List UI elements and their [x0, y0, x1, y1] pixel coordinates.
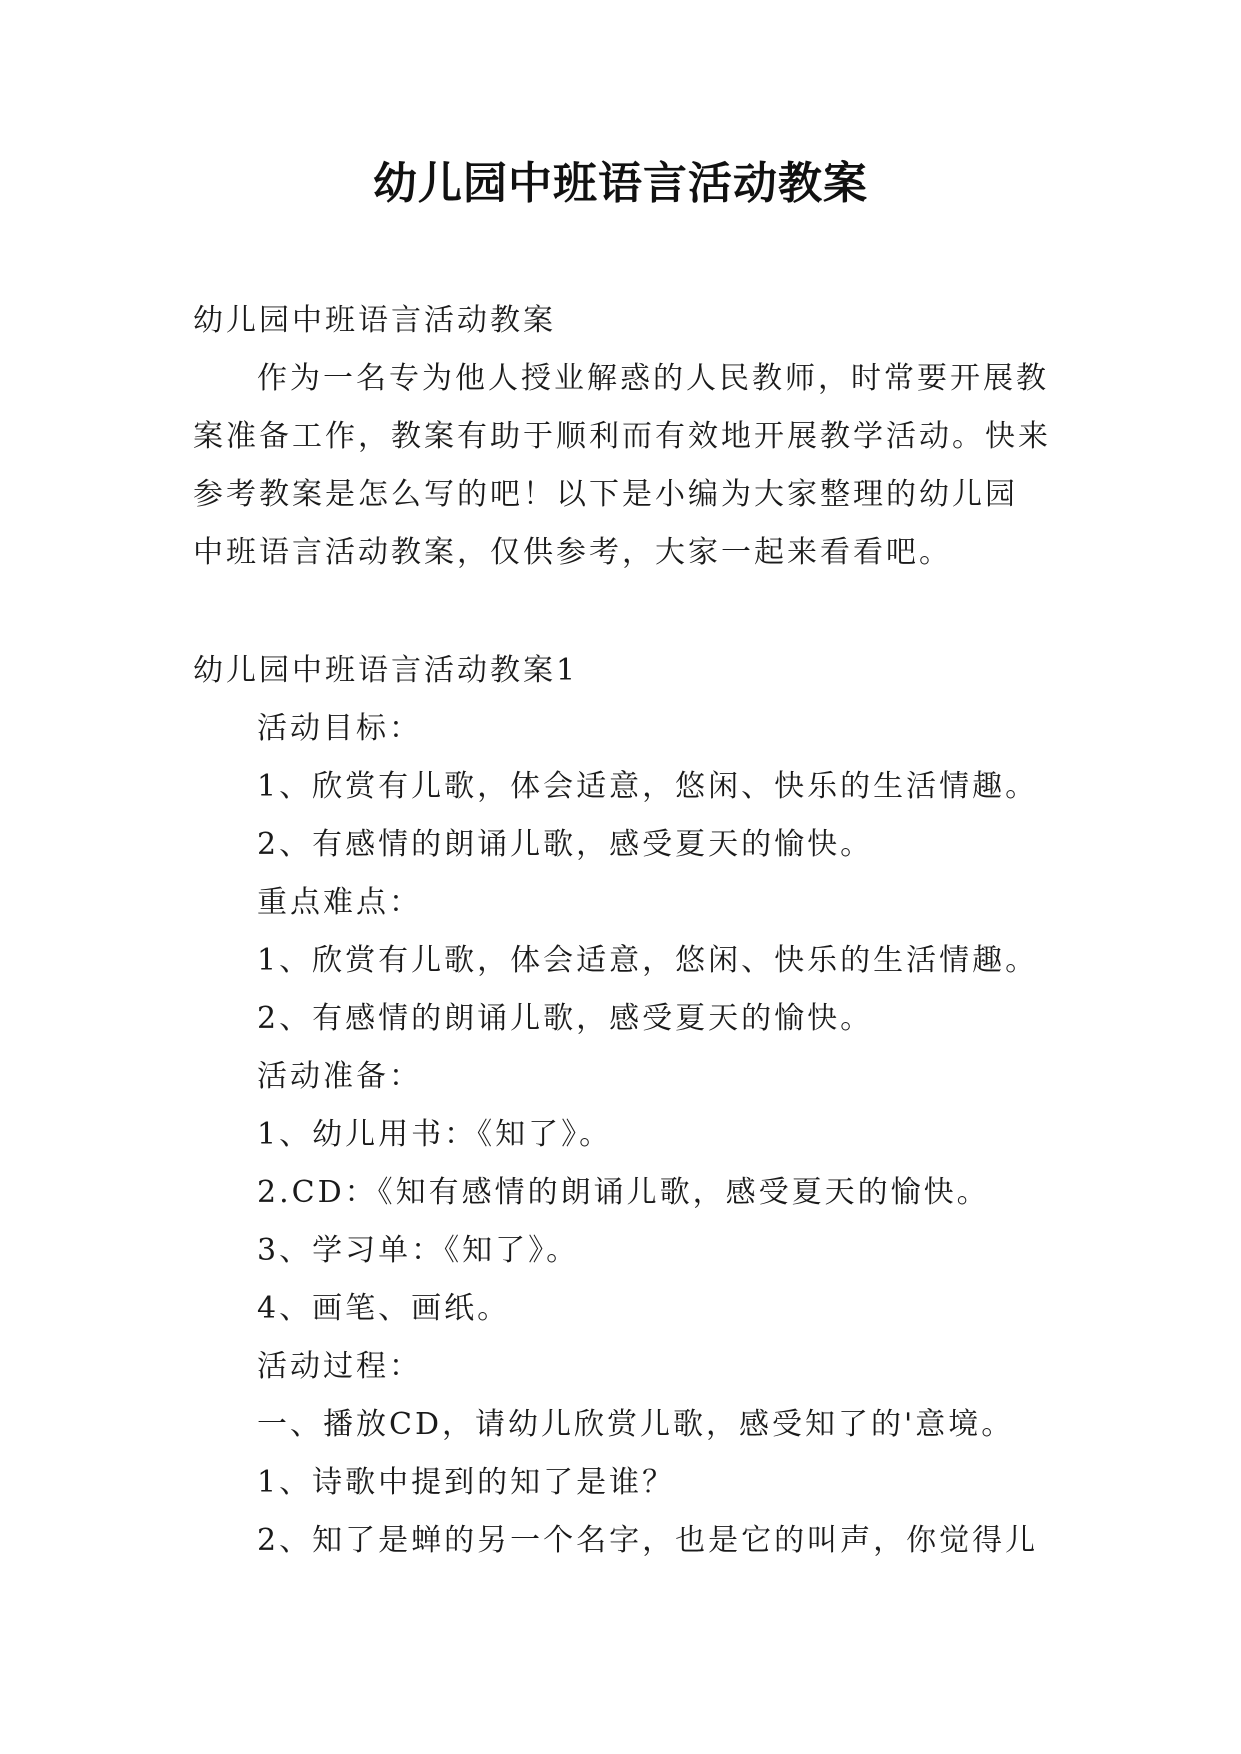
body-line: 一、播放CD，请幼儿欣赏儿歌，感受知了的'意境。: [257, 1407, 1015, 1442]
section-title: 幼儿园中班语言活动教案1: [193, 653, 579, 688]
body-line: 4、画笔、画纸。: [257, 1291, 511, 1326]
body-line: 活动准备：: [257, 1059, 422, 1094]
body-line: 2.CD：《知有感情的朗诵儿歌，感受夏天的愉快。: [257, 1175, 990, 1210]
body-line: 重点难点：: [257, 885, 422, 920]
body-line: 2、有感情的朗诵儿歌，感受夏天的愉快。: [257, 827, 874, 862]
intro-paragraph-line: 作为一名专为他人授业解惑的人民教师，时常要开展教: [257, 361, 1049, 396]
document-body: [193, 292, 1053, 1570]
body-line: 活动目标：: [257, 711, 422, 746]
body-line: 1、诗歌中提到的知了是谁？: [257, 1465, 676, 1500]
body-line: 3、学习单：《知了》。: [257, 1233, 580, 1268]
paragraph-spacer: [193, 582, 1053, 642]
document-title: 幼儿园中班语言活动教案: [373, 158, 868, 209]
body-line: 2、知了是蝉的另一个名字，也是它的叫声，你觉得儿: [257, 1523, 1039, 1558]
body-line: 1、欣赏有儿歌，体会适意，悠闲、快乐的生活情趣。: [257, 943, 1039, 978]
body-line: 活动过程：: [257, 1349, 422, 1384]
intro-paragraph-line: 案准备工作，教案有助于顺利而有效地开展教学活动。快来: [193, 419, 1051, 454]
intro-paragraph-line: 中班语言活动教案，仅供参考，大家一起来看看吧。: [193, 535, 952, 570]
body-line: 1、欣赏有儿歌，体会适意，悠闲、快乐的生活情趣。: [257, 769, 1039, 804]
body-line: 2、有感情的朗诵儿歌，感受夏天的愉快。: [257, 1001, 874, 1036]
body-line: 1、幼儿用书：《知了》。: [257, 1117, 613, 1152]
document-subtitle: 幼儿园中班语言活动教案: [193, 303, 556, 338]
intro-paragraph-line: 参考教案是怎么写的吧！以下是小编为大家整理的幼儿园: [193, 477, 1018, 512]
